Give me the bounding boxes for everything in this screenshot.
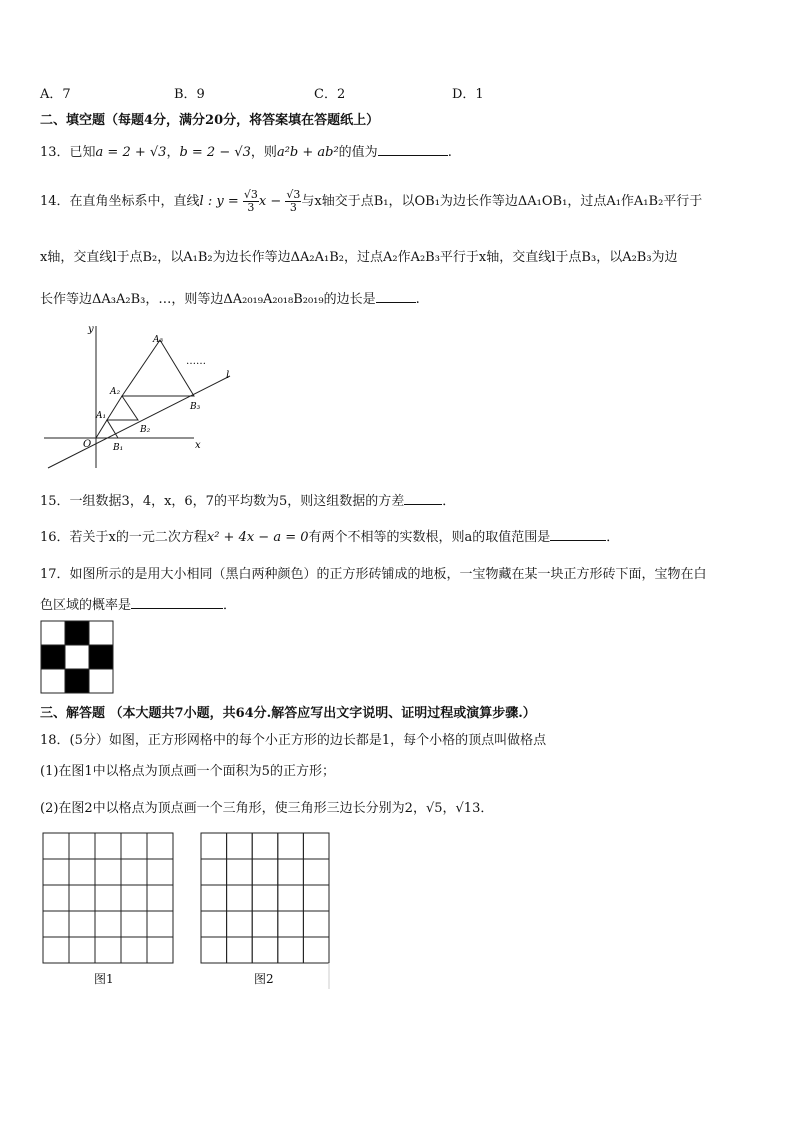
continuation-dots: …… (186, 356, 206, 367)
figure-2-caption: 图2 (254, 972, 274, 986)
question-14-line2: x轴，交直线l于点B₂，以A₁B₂为边长作等边ΔA₂A₁B₂，过点A₂作A₂B₃平行于x轴，交直线l于点B₃，以A₂B₃为边 (40, 250, 678, 265)
grid-cell (252, 859, 278, 885)
question-13: 13．已知a = 2 + √3，b = 2 − √3，则a²b + ab²的值为 . (40, 145, 452, 160)
fraction-sqrt3-over-3: $\frac{√3}{3}$ (243, 188, 258, 214)
grid-cell (227, 885, 253, 911)
question-18-part2: (2)在图2中以格点为顶点画一个三角形，使三角形三边长分别为2，√5，√13． (40, 801, 494, 816)
grid-cell (95, 885, 121, 911)
grid-cell (227, 859, 253, 885)
black-tile (41, 645, 65, 669)
section2-title: 二、填空题（每题4分，满分20分，将答案填在答题纸上） (40, 113, 380, 128)
grid-cell (278, 859, 304, 885)
answer-blank (378, 143, 448, 156)
grid-cell (43, 885, 69, 911)
grid-cell (278, 833, 304, 859)
grid-cell (201, 937, 227, 963)
grid-cell (121, 937, 147, 963)
grid-cell (147, 885, 173, 911)
white-tile (89, 669, 113, 693)
option-c: C．2 (314, 87, 346, 102)
grid-cell (43, 833, 69, 859)
target-expression: a²b + ab² (276, 145, 339, 160)
section3-title: 三、解答题 （本大题共7小题，共64分.解答应写出文字说明、证明过程或演算步骤.） (40, 706, 536, 721)
point-a1-label: A₁ (96, 411, 107, 421)
option-a: A．7 (40, 87, 71, 102)
q12-options (40, 83, 560, 102)
white-tile (41, 669, 65, 693)
grid-cell (252, 937, 278, 963)
triangle-a1-o-b1 (96, 420, 118, 438)
grid-cell (252, 911, 278, 937)
grid-cell (201, 911, 227, 937)
grid-cell (303, 937, 329, 963)
question-18-part1: (1)在图1中以格点为顶点画一个面积为5的正方形； (40, 764, 335, 779)
triangle-a2-a1-b2 (107, 396, 138, 420)
grid-cell (201, 885, 227, 911)
grid-cell (121, 859, 147, 885)
triangle-a3-a2-b3 (122, 340, 194, 396)
grid-cell (95, 937, 121, 963)
black-tile (89, 645, 113, 669)
grid-cell (95, 833, 121, 859)
grid-cell (227, 937, 253, 963)
point-b3-label: B₃ (190, 402, 201, 412)
fraction-sqrt3-over-3: $\frac{√3}{3}$ (286, 188, 301, 214)
question-17-line1: 17．如图所示的是用大小相同（黑白两种颜色）的正方形砖铺成的地板，一宝物藏在某一块正方形砖下面，宝物在白 (40, 567, 707, 582)
coordinate-figure (40, 320, 250, 472)
grid-cell (147, 859, 173, 885)
grid-cell (147, 833, 173, 859)
x-axis-label: x (195, 440, 201, 451)
answer-blank (376, 290, 416, 303)
grid-cell (147, 911, 173, 937)
grid-cell (201, 833, 227, 859)
b-expression: b = 2 − √3 (179, 145, 251, 160)
grid-cell (147, 937, 173, 963)
grid-cell (303, 911, 329, 937)
grid-cell (69, 937, 95, 963)
grid-cell (69, 885, 95, 911)
square-grid-figure-1 (42, 832, 176, 964)
question-14-line3: 长作等边ΔA₃A₂B₃，…，则等边ΔA₂₀₁₉A₂₀₁₈B₂₀₁₉的边长是 . (40, 292, 420, 307)
grid-cell (252, 833, 278, 859)
point-b2-label: B₂ (140, 425, 151, 435)
option-b: B．9 (174, 87, 205, 102)
tile-floor-figure (40, 620, 114, 694)
point-b1-label: B₁ (113, 443, 124, 453)
grid-cell (121, 885, 147, 911)
grid-cell (303, 833, 329, 859)
question-17-line2: 色区域的概率是 ． (40, 598, 237, 613)
grid-cell (43, 859, 69, 885)
question-15: 15．一组数据3，4，x，6，7的平均数为5，则这组数据的方差 ． (40, 494, 456, 509)
a-expression: a = 2 + √3 (95, 145, 167, 160)
figure-1-caption: 图1 (94, 972, 114, 986)
line-equation-label: l : y = (199, 194, 239, 209)
question-18-stem: 18．(5分）如图，正方形网格中的每个小正方形的边长都是1，每个小格的顶点叫做格点 (40, 733, 547, 748)
grid-cell (303, 885, 329, 911)
y-axis-label: y (88, 324, 94, 335)
line-l (48, 376, 230, 468)
question-16: 16．若关于x的一元二次方程x² + 4x − a = 0有两个不相等的实数根，则a的取值范围是 ． (40, 530, 620, 545)
quadratic-equation: x² + 4x − a = 0 (206, 530, 309, 545)
white-tile (41, 621, 65, 645)
white-tile (65, 645, 89, 669)
white-tile (89, 621, 113, 645)
point-a3-label: A₃ (153, 335, 164, 345)
grid-cell (69, 833, 95, 859)
origin-label: O (83, 439, 92, 450)
grid-cell (227, 911, 253, 937)
grid-cell (95, 911, 121, 937)
grid-cell (43, 911, 69, 937)
answer-blank (131, 596, 223, 609)
line-l-label: l (226, 370, 230, 381)
grid-cell (278, 911, 304, 937)
grid-cell (121, 911, 147, 937)
grid-cell (303, 859, 329, 885)
grid-cell (69, 859, 95, 885)
grid-cell (69, 911, 95, 937)
answer-blank (550, 528, 606, 541)
option-d: D．1 (452, 87, 484, 102)
grid-cell (95, 859, 121, 885)
grid-cell (278, 885, 304, 911)
point-a2-label: A₂ (110, 387, 121, 397)
grid-cell (121, 833, 147, 859)
square-grid-figure-2 (200, 832, 331, 990)
grid-cell (43, 937, 69, 963)
grid-cell (252, 885, 278, 911)
black-tile (65, 669, 89, 693)
grid-cell (278, 937, 304, 963)
grid-cell (201, 859, 227, 885)
black-tile (65, 621, 89, 645)
grid-cell (227, 833, 253, 859)
answer-blank (404, 492, 442, 505)
question-14-line1: 14．在直角坐标系中，直线l : y = $\frac{√3}{3}$ x − $\frac{√3}{3}$ 与x轴交于点B₁，以OB₁为边长作等边ΔA₁OB₁，过点A₁作A₁B₂平行于 (40, 188, 703, 214)
